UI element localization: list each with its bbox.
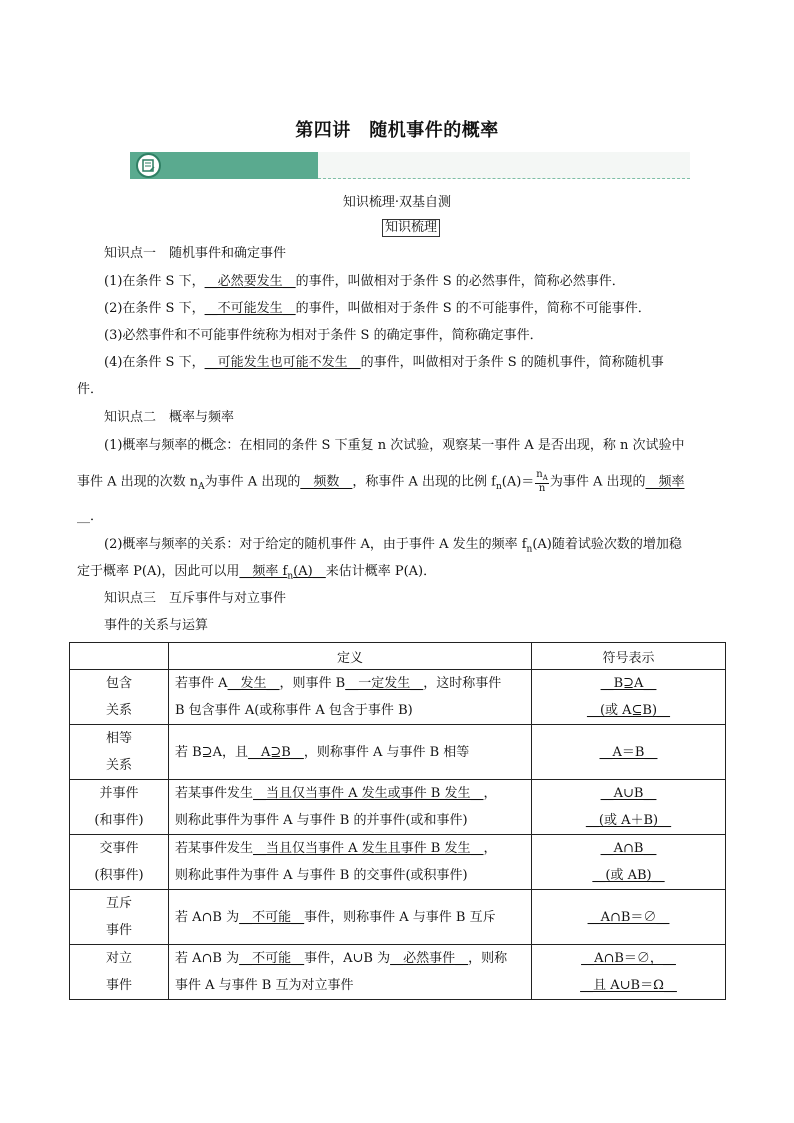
text: B 包含事件 A(或称事件 A 包含于事件 B)	[175, 703, 413, 718]
banner-bar-light	[318, 152, 690, 179]
text: ，称事件 A 出现的比例 f	[352, 474, 496, 490]
row-name-line: 并事件	[99, 786, 139, 801]
table-header	[70, 643, 169, 670]
row-definition	[169, 725, 532, 780]
text: 为事件 A 出现的	[549, 474, 646, 490]
row-name	[70, 780, 169, 835]
event-relations-table	[69, 642, 726, 1000]
symbol-line	[532, 697, 725, 724]
definition-line	[175, 835, 531, 862]
k3-heading: 知识点三 互斥事件与对立事件	[104, 591, 287, 606]
table-header: 定义	[169, 643, 532, 670]
row-name-line: (积事件)	[94, 868, 144, 883]
text: 的事件，叫做相对于条件 S 的不可能事件，简称不可能事件．	[295, 301, 651, 316]
definition-line	[175, 670, 531, 697]
symbol-line	[532, 670, 725, 697]
symbol-text: __A∪B__	[600, 786, 657, 801]
text: ，则称事件 A 与事件 B 相等	[303, 744, 470, 760]
row-symbol	[532, 670, 726, 725]
symbol-text: __(或 AB)__	[592, 868, 665, 883]
text: 来估计概率 P(A)．	[325, 564, 437, 579]
text: (A)随着试验次数的增加稳	[532, 537, 682, 552]
k2-line4	[104, 535, 682, 560]
definition-line	[175, 780, 531, 807]
text: 事件，则称事件 A 与事件 B 互斥	[304, 909, 496, 925]
k2-line1: (1)概率与频率的概念：在相同的条件 S 下重复 n 次试验，观察某一事件 A 是否出现，称 n 次试验中	[104, 438, 685, 453]
section-box-label: 知识梳理	[382, 219, 440, 237]
symbol-text: __(或 A⊆B)__	[586, 703, 671, 718]
table-row	[70, 835, 726, 890]
text: (1)在条件 S 下，	[104, 274, 205, 289]
symbol-line	[532, 972, 725, 999]
text: 的事件，叫做相对于条件 S 的必然事件，简称必然事件．	[295, 274, 625, 289]
text: (A)＝	[501, 474, 535, 490]
page-title: 第四讲 随机事件的概率	[295, 120, 499, 141]
symbol-line	[532, 780, 725, 807]
answer: __当且仅当事件 A 发生且事件 B 发生__	[253, 841, 484, 856]
symbol-text: __B⊇A__	[600, 676, 657, 691]
answer: __A⊇B__	[247, 744, 304, 760]
text: 则称此事件为事件 A 与事件 B 的并事件(或和事件)	[175, 813, 468, 828]
answer: __一定发生__	[345, 676, 424, 691]
table-row	[70, 670, 726, 725]
row-definition	[169, 780, 532, 835]
definition-line	[175, 862, 531, 889]
symbol-line	[532, 807, 725, 834]
definition-line	[175, 945, 531, 972]
symbol-text: __A∩B＝∅__	[587, 909, 670, 925]
table-header: 符号表示	[532, 643, 726, 670]
notebook-icon	[136, 153, 161, 178]
row-symbol	[532, 835, 726, 890]
row-name-line: 包含	[105, 676, 132, 691]
k2-line3: __．	[77, 509, 104, 524]
text: 若某事件发生	[175, 841, 254, 856]
text: 事件，A∪B 为	[304, 951, 391, 966]
subscript: A	[198, 482, 205, 493]
k2-heading: 知识点二 概率与频率	[104, 410, 235, 425]
answer: __不可能__	[239, 909, 305, 925]
k1-line1	[104, 272, 625, 292]
answer: __不可能__	[239, 951, 305, 966]
k1-line4	[104, 353, 664, 373]
section-banner	[130, 152, 690, 182]
k2-line2	[77, 470, 684, 497]
definition-line	[175, 972, 531, 999]
k1-line4-cont: 件．	[77, 382, 104, 397]
row-name	[70, 725, 169, 780]
row-name-line: 互斥	[105, 896, 132, 911]
text: 定于概率 P(A)，因此可以用	[77, 564, 240, 579]
text: 若 A∩B 为	[175, 909, 240, 925]
k2-line5	[77, 562, 436, 587]
table-row	[70, 780, 726, 835]
symbol-line	[532, 739, 725, 766]
text: 若事件 A	[175, 676, 228, 691]
row-name-line: (和事件)	[94, 813, 144, 828]
text: ，	[483, 841, 497, 856]
row-name	[70, 945, 169, 1000]
answer	[239, 564, 326, 582]
text: (A)__	[293, 564, 326, 579]
row-definition	[169, 890, 532, 945]
fraction	[535, 470, 549, 494]
table-body	[70, 670, 726, 1000]
text: 的事件，叫做相对于条件 S 的随机事件，简称随机事	[360, 355, 664, 370]
answer: __发生__	[227, 676, 280, 691]
definition-line	[175, 739, 531, 766]
denominator: n	[538, 483, 546, 494]
definition-line	[175, 807, 531, 834]
row-name-line: 关系	[105, 703, 132, 718]
symbol-text: __A＝B__	[599, 744, 658, 760]
text: ，这时称事件	[423, 676, 502, 691]
symbol-line	[532, 835, 725, 862]
text: (4)在条件 S 下，	[104, 355, 205, 370]
banner-dashed-line	[318, 178, 690, 179]
text: 若 B⊇A，且	[175, 744, 248, 760]
answer: __可能发生也可能不发生__	[204, 355, 361, 370]
symbol-text: __A∩B__	[600, 841, 657, 856]
table-row	[70, 890, 726, 945]
row-name-line: 事件	[105, 923, 132, 938]
k1-line2	[104, 299, 651, 319]
numerator: n	[536, 469, 543, 480]
definition-line	[175, 904, 531, 931]
text: (2)在条件 S 下，	[104, 301, 205, 316]
section-subtitle: 知识梳理·双基自测	[342, 195, 452, 210]
text: 则称此事件为事件 A 与事件 B 的交事件(或积事件)	[175, 868, 468, 883]
text: 事件 A 出现的次数 n	[77, 474, 199, 490]
row-definition	[169, 670, 532, 725]
subscript: n	[495, 482, 502, 493]
definition-line	[175, 697, 531, 724]
row-name	[70, 835, 169, 890]
text: ，则称	[468, 951, 508, 966]
text: ，则事件 B	[279, 676, 346, 691]
k1-heading: 知识点一 随机事件和确定事件	[104, 246, 287, 261]
row-symbol	[532, 780, 726, 835]
row-symbol	[532, 945, 726, 1000]
row-name-line: 对立	[105, 951, 132, 966]
table-row	[70, 725, 726, 780]
text: 若某事件发生	[175, 786, 254, 801]
symbol-line	[532, 862, 725, 889]
row-definition	[169, 835, 532, 890]
row-name-line: 事件	[105, 978, 132, 993]
text: 若 A∩B 为	[175, 951, 240, 966]
symbol-text: __(或 A＋B)__	[585, 813, 672, 828]
subscript: n	[287, 571, 294, 582]
k1-line3: (3)必然事件和不可能事件统称为相对于条件 S 的确定事件，简称确定事件．	[104, 328, 543, 343]
k3-subheading: 事件的关系与运算	[104, 618, 209, 633]
text: (2)概率与频率的关系：对于给定的随机事件 A，由于事件 A 发生的频率 f	[104, 537, 527, 552]
text: 为事件 A 出现的	[204, 474, 301, 490]
symbol-text: __且 A∪B＝Ω__	[580, 978, 677, 993]
row-symbol	[532, 725, 726, 780]
answer: __当且仅当事件 A 发生或事件 B 发生__	[253, 786, 484, 801]
row-name-line: 交事件	[99, 841, 139, 856]
subscript: n	[526, 544, 533, 555]
symbol-text: __A∩B＝∅，__	[581, 951, 676, 966]
row-name-line: 关系	[105, 758, 132, 773]
row-definition	[169, 945, 532, 1000]
row-name	[70, 890, 169, 945]
row-name-line: 相等	[105, 731, 132, 746]
answer: __必然事件__	[390, 951, 469, 966]
row-name	[70, 670, 169, 725]
row-symbol	[532, 890, 726, 945]
symbol-line	[532, 945, 725, 972]
text: ，	[483, 786, 497, 801]
answer: __频数__	[300, 474, 353, 490]
text: 事件 A 与事件 B 互为对立事件	[175, 978, 354, 993]
text: __频率 f	[239, 564, 288, 579]
answer: __必然要发生__	[204, 274, 296, 289]
table-row	[70, 945, 726, 1000]
answer: __不可能发生__	[204, 301, 296, 316]
answer: __频率	[645, 474, 685, 490]
symbol-line	[532, 904, 725, 931]
subscript: A	[542, 474, 548, 482]
